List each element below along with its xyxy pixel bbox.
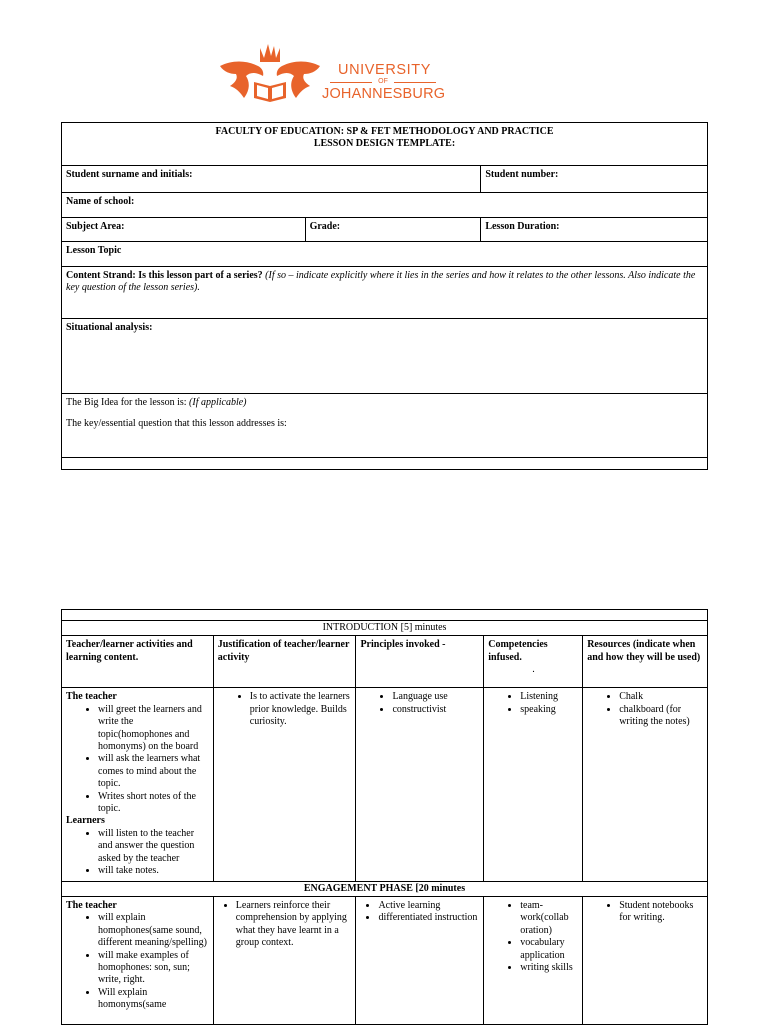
school-label: Name of school: — [66, 196, 135, 207]
duration-label: Lesson Duration: — [485, 221, 560, 232]
introduction-heading: INTRODUCTION [5] minutes — [322, 622, 447, 633]
topic-label: Lesson Topic — [66, 245, 122, 256]
list-item: • Student notebooks for writing. — [619, 900, 703, 925]
list-item: • will make examples of homophones: son, sun; write, right. — [98, 950, 209, 987]
grade-label: Grade: — [309, 221, 341, 232]
engagement-teacher-list — [66, 912, 209, 1011]
intro-principles-list — [360, 691, 479, 716]
engagement-competencies-cell — [484, 896, 583, 1024]
surname-field-cell[interactable] — [62, 166, 481, 193]
logo-line-of: OF — [322, 78, 444, 86]
list-item: • will explain homophones(same sound, different meaning/spelling) — [98, 912, 209, 949]
header-justification-label: Justification of teacher/learner activity — [217, 639, 350, 663]
subject-field-cell[interactable] — [62, 218, 306, 242]
engagement-teacher-label: The teacher — [66, 899, 117, 911]
subject-label: Subject Area: — [66, 221, 125, 232]
list-item: • speaking — [520, 704, 578, 716]
intro-teacher-list — [66, 704, 209, 816]
list-item: • Active learning — [378, 900, 479, 912]
intro-competencies-cell — [484, 688, 583, 881]
intro-resources-cell — [583, 688, 708, 881]
intro-learners-list — [66, 828, 209, 878]
big-idea-cell[interactable] — [62, 394, 708, 458]
list-item: • Is to activate the learners prior knowledge. Builds curiosity. — [250, 691, 352, 728]
logo-line-johannesburg: JOHANNESBURG — [322, 86, 446, 102]
student-number-field-cell[interactable] — [481, 166, 708, 193]
spacer-row — [62, 610, 708, 621]
university-logo-text — [322, 62, 452, 102]
list-item: • team-work(collab oration) — [520, 900, 578, 937]
engagement-resources-cell — [583, 896, 708, 1024]
list-item: • will ask the learners what comes to mind about the topic. — [98, 753, 209, 790]
grade-field-cell[interactable] — [305, 218, 481, 242]
intro-competencies-list — [488, 691, 578, 716]
list-item: • writing skills — [520, 962, 578, 974]
engagement-competencies-list — [488, 900, 578, 974]
engagement-justification-list — [218, 900, 352, 950]
engagement-principles-cell — [356, 896, 484, 1024]
header-resources-label: Resources (indicate when and how they will be used) — [587, 639, 701, 663]
surname-label: Student surname and initials: — [66, 169, 193, 180]
big-idea-label: The Big Idea for the lesson is: — [66, 397, 187, 408]
topic-field-cell[interactable] — [62, 242, 708, 267]
situational-analysis-label: Situational analysis: — [66, 322, 153, 333]
engagement-heading-cell — [62, 881, 708, 896]
header-activities — [62, 636, 214, 688]
engagement-heading: ENGAGEMENT PHASE [20 minutes — [303, 882, 466, 894]
header-competencies — [484, 636, 583, 688]
lesson-design-form — [61, 122, 708, 470]
lesson-phases-table — [61, 609, 708, 1025]
engagement-resources-list — [587, 900, 703, 925]
list-item: • will take notes. — [98, 865, 209, 877]
header-justification — [213, 636, 356, 688]
big-idea-note: (If applicable) — [189, 397, 247, 408]
school-field-cell[interactable] — [62, 193, 708, 218]
form-title-line2: LESSON DESIGN TEMPLATE: — [313, 138, 456, 150]
list-item: • will greet the learners and write the topic(homophones and homonyms) on the board — [98, 704, 209, 754]
list-item: • constructivist — [392, 704, 479, 716]
list-item: • vocabulary application — [520, 937, 578, 962]
list-item: • Writes short notes of the topic. — [98, 791, 209, 816]
introduction-heading-cell — [62, 621, 708, 636]
list-item: • Will explain homonyms(same — [98, 987, 209, 1012]
form-title-line1: FACULTY OF EDUCATION: SP & FET METHODOLOGY AND PRACTICE — [215, 126, 554, 137]
intro-principles-cell — [356, 688, 484, 881]
content-strand-label: Content Strand: Is this lesson part of a series? — [66, 270, 263, 281]
engagement-activities-cell — [62, 896, 214, 1024]
form-title-cell — [62, 123, 708, 166]
student-number-label: Student number: — [485, 169, 559, 180]
list-item: • Language use — [392, 691, 479, 703]
list-item: • will listen to the teacher and answer the question asked by the teacher — [98, 828, 209, 865]
engagement-justification-cell — [213, 896, 356, 1024]
header-resources — [583, 636, 708, 688]
header-competencies-label: Competencies infused. — [488, 639, 548, 663]
list-item: • differentiated instruction — [378, 912, 479, 924]
header-principles — [356, 636, 484, 688]
engagement-principles-list — [360, 900, 479, 925]
intro-activities-cell — [62, 688, 214, 881]
list-item: • Learners reinforce their comprehension by applying what they have learnt in a group context. — [236, 900, 352, 950]
intro-justification-cell — [213, 688, 356, 881]
logo-line-university: UNIVERSITY — [338, 62, 432, 78]
list-item: • Chalk — [619, 691, 703, 703]
header-principles-label: Principles invoked - — [360, 639, 446, 651]
intro-justification-list — [218, 691, 352, 728]
situational-analysis-cell[interactable] — [62, 319, 708, 394]
list-item: • chalkboard (for writing the notes) — [619, 704, 703, 729]
header-activities-label: Teacher/learner activities and learning content. — [66, 639, 193, 663]
list-item: • Listening — [520, 691, 578, 703]
duration-field-cell[interactable] — [481, 218, 708, 242]
empty-row — [62, 458, 708, 470]
content-strand-cell[interactable] — [62, 267, 708, 319]
key-question-label: The key/essential question that this lesson addresses is: — [66, 418, 287, 430]
intro-teacher-label: The teacher — [66, 691, 117, 703]
intro-learners-label: Learners — [66, 815, 105, 827]
intro-resources-list — [587, 691, 703, 728]
content-strand-note: (If so – indicate explicitly where it lies in the series and how it relates to the other lessons. Also indicate the key question of the lesson series). — [66, 270, 696, 294]
header-competencies-dot: . — [532, 664, 535, 676]
